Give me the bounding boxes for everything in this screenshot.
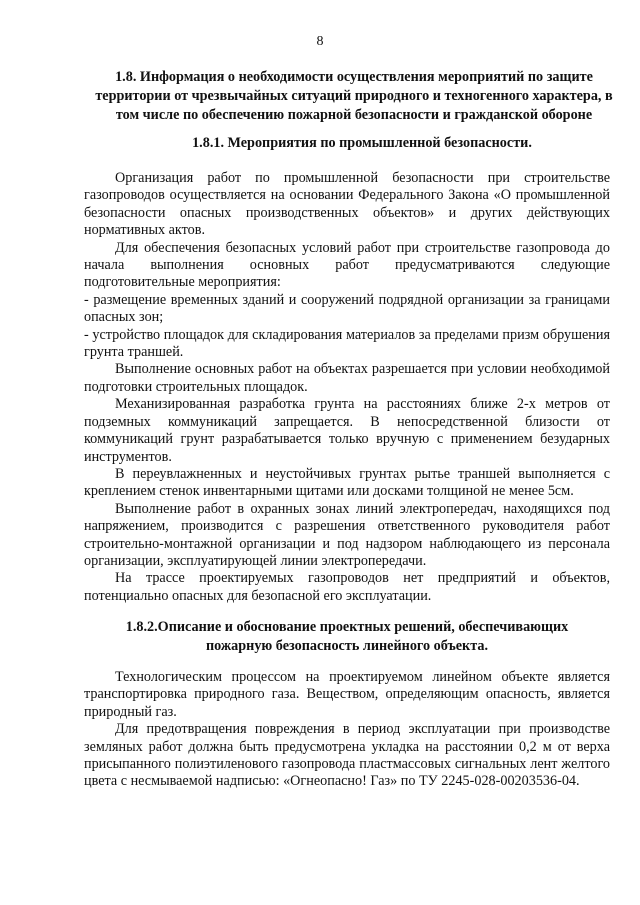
subsection-2-body xyxy=(84,669,610,791)
section-heading-line: том числе по обеспечению пожарной безопасности и гражданской обороне xyxy=(115,107,593,123)
page-number: 8 xyxy=(316,34,324,49)
paragraph: Для обеспечения безопасных условий работ при строительстве газопровода до начала выполнения основных работ предусматриваются следующие подготовительные мероприятия: xyxy=(84,239,610,291)
subsection-1-title: 1.8.1. Мероприятия по промышленной безопасности. xyxy=(192,135,532,151)
paragraph: В переувлажненных и неустойчивых грунтах рытье траншей выполняется с креплением стенок инвентарными щитами или досками толщиной не менее 5см. xyxy=(84,465,610,500)
paragraph: Организация работ по промышленной безопасности при строительстве газопроводов осуществляется на основании Федерального Закона «О промышленной безопасности опасных производственных объектов» и других действующих нормативных актов. xyxy=(84,170,610,239)
paragraph: Для предотвращения повреждения в период эксплуатации при производстве земляных работ должна быть предусмотрена укладка на расстоянии 0,2 м от верха присыпанного полиэтиленового газопровода пластмассовых сигнальных лент желтого цвета с несмываемой надписью: «Огнеопасно! Газ» по ТУ 2245-028-00203536-04. xyxy=(84,721,610,790)
list-item: - размещение временных зданий и сооружений подрядной организации за границами опасных зон; xyxy=(84,291,610,326)
section-heading-line: 1.8. Информация о необходимости осуществления мероприятий по защите xyxy=(115,69,593,85)
paragraph: На трассе проектируемых газопроводов нет предприятий и объектов, потенциально опасных для безопасной его эксплуатации. xyxy=(84,570,610,604)
subsection-2-title xyxy=(84,618,610,656)
list-item: - устройство площадок для складирования материалов за пределами призм обрушения грунта траншей. xyxy=(84,326,610,361)
paragraph: Выполнение работ в охранных зонах линий электропередач, находящихся под напряжением, производится с разрешения ответственного руководителя работ строительно-монтажной организации и под надзором наблюдающего из персонала организации, эксплуатирующей линии электропередачи. xyxy=(84,500,610,569)
paragraph: Механизированная разработка грунта на расстояниях ближе 2-х метров от подземных коммуникаций запрещается. В непосредственной близости от коммуникаций грунт разрабатывается только вручную с применением безударных инструментов. xyxy=(84,396,610,465)
section-heading xyxy=(84,68,624,125)
subsection-2-title-line: 1.8.2.Описание и обоснование проектных решений, обеспечивающих xyxy=(125,619,569,635)
paragraph: Технологическим процессом на проектируемом линейном объекте является транспортировка природного газа. Веществом, определяющим опасность, является природный газ. xyxy=(84,669,610,720)
subsection-2-title-line: пожарную безопасность линейного объекта. xyxy=(205,638,489,654)
subsection-1-body xyxy=(84,170,610,605)
section-heading-line: территории от чрезвычайных ситуаций природного и техногенного характера, в xyxy=(95,88,613,104)
paragraph: Выполнение основных работ на объектах разрешается при условии необходимой подготовки строительных площадок. xyxy=(84,361,610,395)
